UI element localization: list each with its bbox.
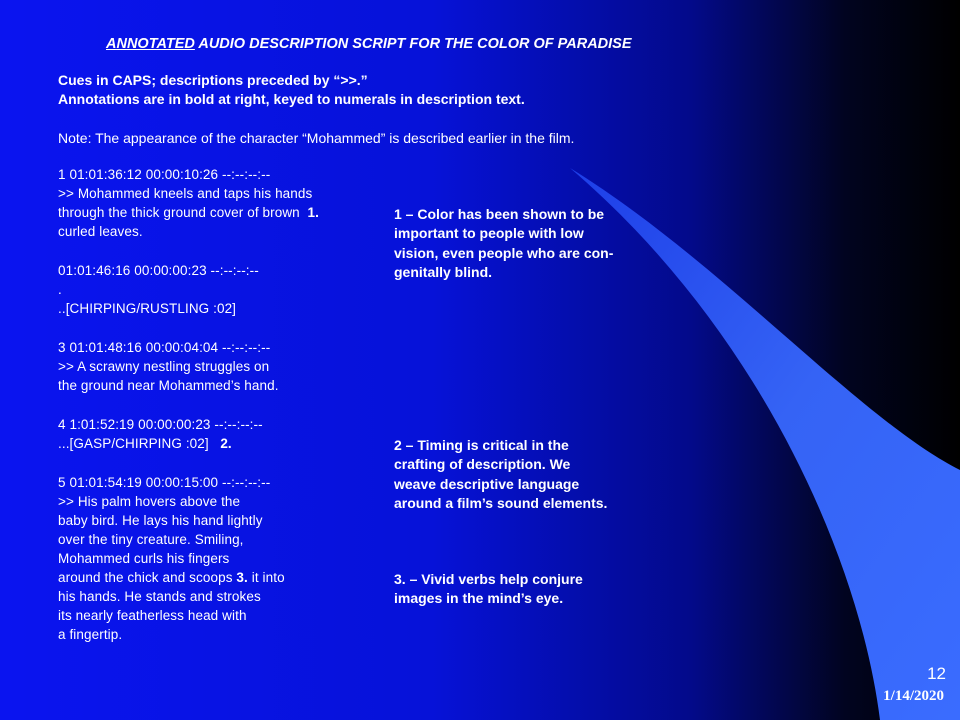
annotation-line: important to people with low — [394, 225, 584, 242]
script-line: >> His palm hovers above the — [58, 494, 241, 509]
script-line: Mohammed curls his fingers — [58, 551, 230, 566]
annotation-line: genitally blind. — [394, 263, 493, 280]
annotation-line: around a film’s sound elements. — [394, 494, 608, 511]
script-line: a fingertip. — [58, 627, 123, 642]
marker-1: 1. — [307, 205, 319, 220]
marker-3: 3. — [236, 570, 248, 585]
annotation-line: 2 – Timing is critical in the — [394, 437, 569, 453]
intro-line-2: Annotations are in bold at right, keyed to numerals in description text. — [58, 91, 525, 107]
annotation-2 — [394, 436, 607, 513]
annotation-line: 1 – Color has been shown to be — [394, 206, 605, 222]
annotation-line: crafting of description. We — [394, 456, 571, 473]
intro-line-1: Cues in CAPS; descriptions preceded by “>>.” — [58, 72, 368, 88]
script-line: 5 01:01:54:19 00:00:15:00 --:--:--:-- — [58, 475, 271, 490]
slide-date: 1/14/2020 — [883, 688, 944, 704]
script-line: his hands. He stands and strokes — [58, 589, 261, 604]
script-line: 4 1:01:52:19 00:00:00:23 --:--:--:-- — [58, 417, 263, 432]
marker-2: 2. — [220, 436, 232, 451]
script-line: over the tiny creature. Smiling, — [58, 532, 244, 547]
script-line: around the chick and scoops 3. it into — [58, 570, 285, 585]
script-line: ..[CHIRPING/RUSTLING :02] — [58, 301, 237, 316]
script-line: >> A scrawny nestling struggles on — [58, 359, 270, 374]
annotation-line: images in the mind’s eye. — [394, 590, 564, 607]
script-line: ...[GASP/CHIRPING :02] 2. — [58, 436, 232, 451]
script-line: baby bird. He lays his hand lightly — [58, 513, 263, 528]
script-line: the ground near Mohammed’s hand. — [58, 378, 279, 393]
annotation-line: weave descriptive language — [394, 475, 580, 492]
script-line: 3 01:01:48:16 00:00:04:04 --:--:--:-- — [58, 340, 271, 355]
script-line: >> Mohammed kneels and taps his hands — [58, 186, 313, 201]
note-text: Note: The appearance of the character “Mohammed” is described earlier in the film. — [58, 130, 575, 146]
script-line: 01:01:46:16 00:00:00:23 --:--:--:-- — [58, 263, 259, 278]
page-number: 12 — [927, 664, 946, 683]
script-line: curled leaves. — [58, 224, 143, 239]
annotation-line: vision, even people who are con- — [394, 244, 614, 261]
annotation-1 — [394, 205, 613, 282]
script-line: its nearly featherless head with — [58, 608, 247, 623]
script-line: . — [58, 282, 62, 297]
slide-title: ANNOTATED AUDIO DESCRIPTION SCRIPT FOR THE COLOR OF PARADISE — [106, 36, 632, 52]
annotation-line: 3. – Vivid verbs help conjure — [394, 571, 583, 587]
script-line: 1 01:01:36:12 00:00:10:26 --:--:--:-- — [58, 167, 271, 182]
script-line: through the thick ground cover of brown 1. — [58, 205, 319, 220]
annotation-3 — [394, 570, 583, 609]
